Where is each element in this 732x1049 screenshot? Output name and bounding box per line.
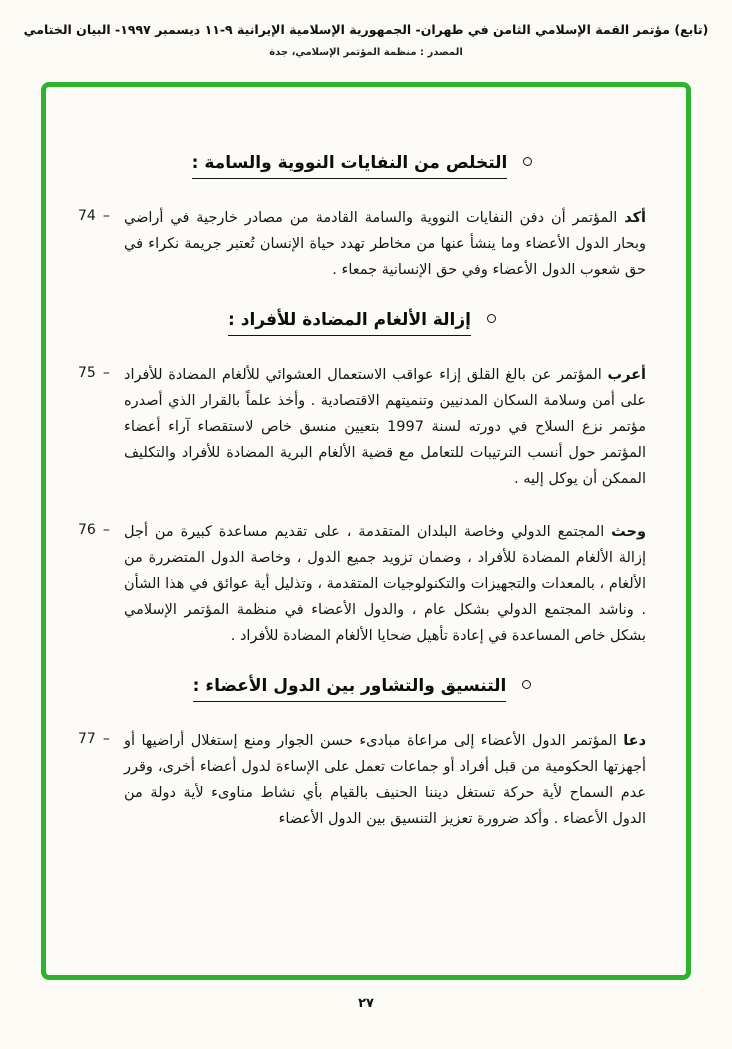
page-number: ٢٧ (358, 996, 374, 1011)
body-text: المؤتمر عن بالغ القلق إزاء عواقب الاستعمال العشوائي للألغام المضادة للأفراد على أمن وسلامة السكان المدنيين وتنميتهم الاقتصادية . وأخذ علماً بالقرار الذي أصدره مؤتمر نزع السلاح في دورته لسنة 1997 بتعيين منسق خاص لاستقصاء آراء أعضاء المؤتمر حول أنسب الترتيبات للتعامل مع قضية الألغام البرية المضادة للأفراد والتكليف الممكن أن يوكل إليه . (124, 367, 646, 487)
content-frame (41, 82, 691, 980)
body-text: المؤتمر أن دفن النفايات النووية والسامة القادمة من مصادر خارجية في أراضي وبحار الدول الأعضاء وما ينشأ عنها من مخاطر تهدد حياة الإنسان تُعتبر جريمة نكراء في حق شعوب الدول الأعضاء وفي حق الإنسانية جمعاء . (124, 210, 646, 278)
lead-word: دعا (623, 733, 647, 749)
number-value: 77 (78, 731, 96, 747)
paragraph-text (124, 728, 646, 832)
paragraph-text (124, 205, 646, 283)
lead-word: أكد (624, 210, 646, 226)
heading-text: التخلص من النفايات النووية والسامة (204, 153, 508, 173)
heading-colon: : (228, 310, 235, 330)
circle-bullet-icon (523, 157, 532, 166)
heading-colon: : (192, 676, 200, 696)
paragraph-number (78, 519, 124, 649)
heading-text: التنسيق والتشاور بين الدول الأعضاء (205, 676, 507, 696)
page-header (0, 0, 732, 58)
lead-word: وحث (611, 524, 646, 540)
header-source: المصدر : منظمة المؤتمر الإسلامي، جدة (269, 47, 463, 58)
number-value: 74 (78, 208, 96, 224)
number-dash: – (102, 731, 110, 747)
circle-bullet-icon (487, 314, 496, 323)
paragraph-number (78, 362, 124, 492)
number-dash: – (102, 208, 110, 224)
circle-bullet-icon (522, 680, 531, 689)
paragraph-text (124, 519, 646, 649)
heading-text: إزالة الألغام المضادة للأفراد (240, 310, 471, 330)
lead-word: أعرب (607, 367, 646, 383)
paragraph-number (78, 728, 124, 832)
body-text: المجتمع الدولي وخاصة البلدان المتقدمة ، على تقديم مساعدة كبيرة من أجل إزالة الألغام المضادة للأفراد ، وضمان تزويد جميع الدول ، وخاصة الدول المتضررة من الألغام ، بالمعدات والتجهيزات والتكنولوجيات المتقدمة ، وتذليل أية عوائق في هذا الشأن . وناشد المجتمع الدولي بشكل عام ، والدول الأعضاء في منظمة المؤتمر الإسلامي بشكل خاص المساعدة في إعادة تأهيل ضحايا الألغام المضادة للأفراد . (124, 524, 646, 644)
header-title: (تابع) مؤتمر القمة الإسلامي الثامن في طهران- الجمهورية الإسلامية الإيرانية ٩-١١ ديسمبر ١٩٩٧- البيان الختامي (23, 22, 709, 37)
body-text: المؤتمر الدول الأعضاء إلى مراعاة مبادىء حسن الجوار ومنع إستغلال أراضيها أو أجهزتها الحكومية من قبل أفراد أو جماعات تعمل على الإساءة لدول أعضاء أخرى، وقرر عدم السماح لأية حركة تستغل ديننا الحنيف بالقيام بأي نشاط مناوىء لأية دولة من الدول الأعضاء . وأكد ضرورة تعزيز التنسيق بين الدول الأعضاء (124, 733, 646, 827)
number-dash: – (102, 522, 110, 538)
paragraph-number (78, 205, 124, 283)
section-heading-landmines (78, 310, 646, 330)
number-value: 76 (78, 522, 96, 538)
heading-colon: : (191, 153, 199, 173)
paragraph-77 (78, 728, 646, 832)
paragraph-76 (78, 519, 646, 649)
paragraph-75 (78, 362, 646, 492)
section-heading-coordination (78, 676, 646, 696)
paragraph-74 (78, 205, 646, 283)
number-dash: – (102, 365, 110, 381)
section-heading-nuclear-waste (78, 153, 646, 173)
number-value: 75 (78, 365, 96, 381)
paragraph-text (124, 362, 646, 492)
